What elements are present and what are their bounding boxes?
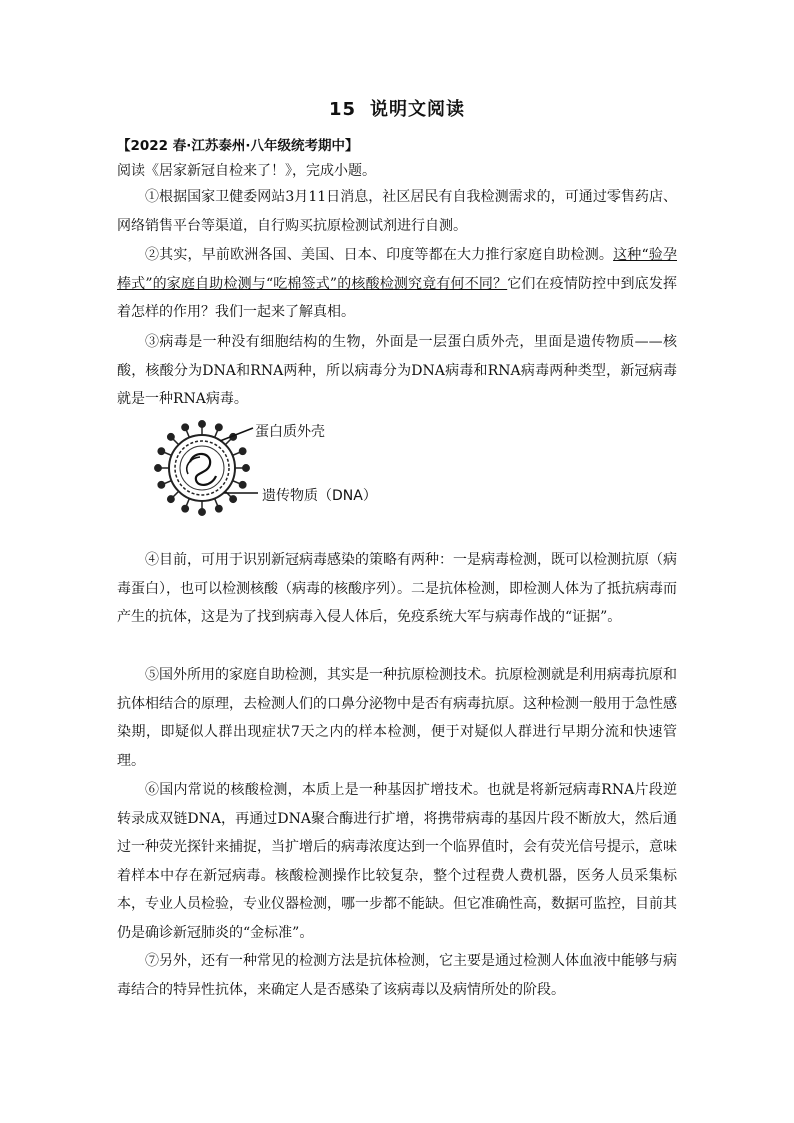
- section-title: 说明文阅读: [370, 99, 466, 120]
- paragraph-6: ⑥国内常说的核酸检测，本质上是一种基因扩增技术。也就是将新冠病毒RNA片段逆转录成双链DNA，再通过DNA聚合酶进行扩增，将携带病毒的基因片段不断放大，然后通过一种荧光探针来捕捉，当扩增后的病毒浓度达到一个临界值时，会有荧光信号提示，意味着样本中存在新冠病毒。核酸检测操作比较复杂，整个过程费人费机器，医务人员采集标本，专业人员检验，专业仪器检测，哪一步都不能缺。但它准确性高，数据可监控，目前其仍是确诊新冠肺炎的“金标准”。: [117, 782, 677, 941]
- label-genetic-material: 遗传物质（DNA）: [262, 488, 377, 504]
- paragraph-2-tail: 它们在疫情防控中到底发挥着怎样的作用？我们一起来了解真相。: [117, 275, 677, 320]
- paragraph-1: ①根据国家卫健委网站3月11日消息，社区居民有自我检测需求的，可通过零售药店、网络销售平台等渠道，自行购买抗原检测试剂进行自测。: [117, 189, 677, 234]
- question-source: 【2022 春·江苏泰州·八年级统考期中】: [117, 138, 359, 154]
- paragraph-4: ④目前，可用于识别新冠病毒感染的策略有两种：一是病毒检测，既可以检测抗原（病毒蛋白），也可以检测核酸（病毒的核酸序列）。二是抗体检测，即检测人体为了抵抗病毒而产生的抗体，这是为了找到病毒入侵人体后，免疫系统大军与病毒作战的“证据”。: [117, 552, 677, 625]
- label-protein-shell: 蛋白质外壳: [255, 424, 325, 440]
- reading-instruction: 阅读《居家新冠自检来了！》，完成小题。: [117, 163, 376, 179]
- virus-diagram-icon: [150, 410, 260, 520]
- paragraph-2-lead: ②其实，早前欧洲各国、美国、日本、印度等都在大力推行家庭自助检测。: [145, 247, 614, 263]
- paragraph-3: ③病毒是一种没有细胞结构的生物，外面是一层蛋白质外壳，里面是遗传物质——核酸，核酸分为DNA和RNA两种，所以病毒分为DNA病毒和RNA病毒两种类型，新冠病毒就是一种RNA病毒。: [117, 334, 677, 407]
- paragraph-2-underlined-question: 这种“验孕棒式”的家庭自助检测与“吃棉签式”的核酸检测究竟有何不同？: [117, 247, 677, 292]
- paragraph-5: ⑤国外所用的家庭自助检测，其实是一种抗原检测技术。抗原检测就是利用病毒抗原和抗体相结合的原理，去检测人们的口鼻分泌物中是否有病毒抗原。这种检测一般用于急性感染期，即疑似人群出现症状7天之内的样本检测，便于对疑似人群进行早期分流和快速管理。: [117, 667, 677, 769]
- paragraph-7: ⑦另外，还有一种常见的检测方法是抗体检测，它主要是通过检测人体血液中能够与病毒结合的特异性抗体，来确定人是否感染了该病毒以及病情所处的阶段。: [117, 953, 677, 998]
- virus-figure: [150, 410, 410, 520]
- section-number: 15: [328, 99, 357, 120]
- paragraph-2: [117, 241, 677, 327]
- page-title: [0, 95, 794, 121]
